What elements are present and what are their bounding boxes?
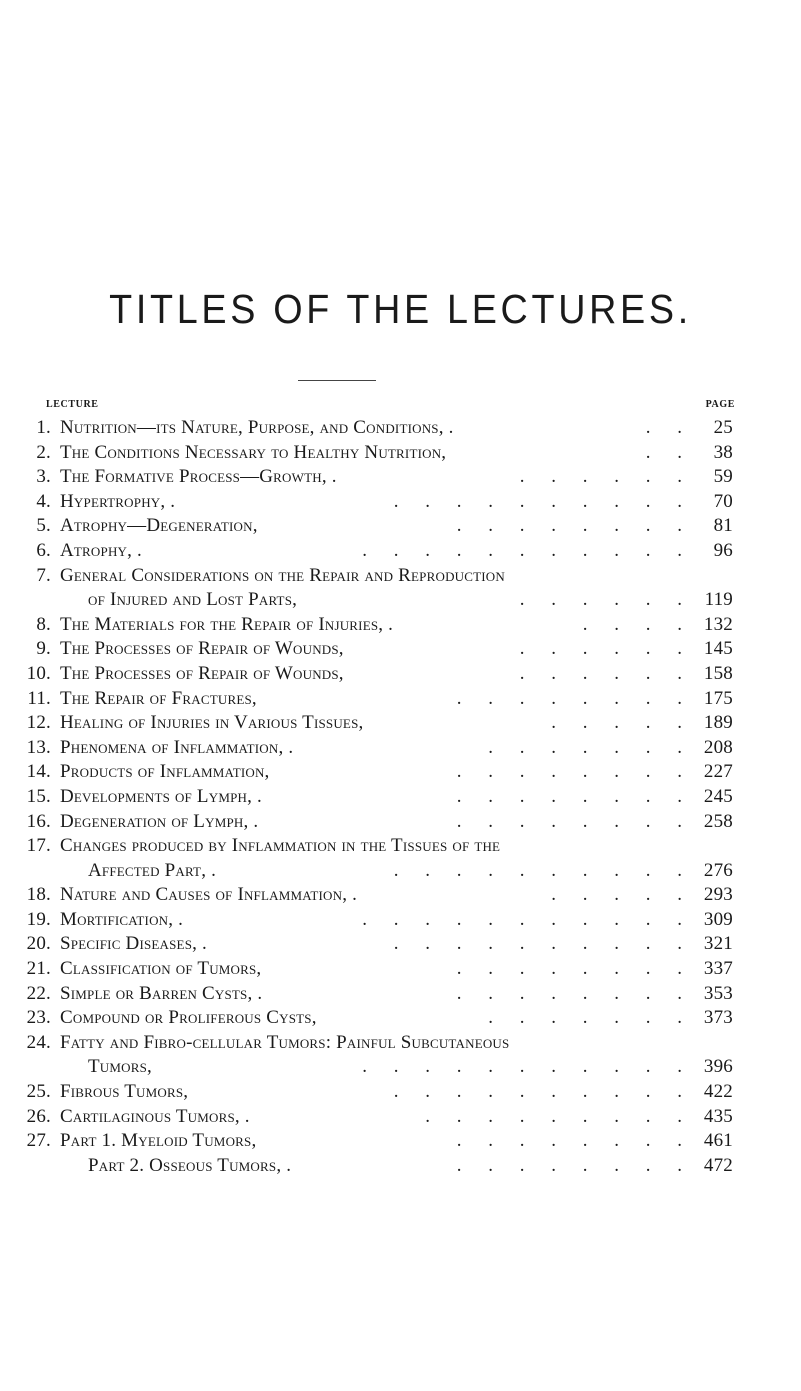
page-number: 293 — [703, 884, 733, 906]
lecture-number: 1. — [36, 417, 51, 438]
lecture-number: 27. — [26, 1130, 51, 1152]
lecture-title: Changes produced by Inflammation in the Tissues of the — [60, 835, 501, 857]
lecture-title: Atrophy—Degeneration, — [60, 515, 258, 537]
page-number: 337 — [703, 958, 733, 980]
lecture-title: Part 2. Osseous Tumors, . — [88, 1154, 292, 1176]
page-number: 189 — [703, 712, 733, 734]
lecture-column-heading: LECTURE — [46, 399, 99, 410]
lecture-number: 11. — [27, 687, 51, 709]
toc-entry — [0, 736, 801, 761]
dot-leader: . . . . . . . . . . — [393, 859, 693, 881]
page-number: 132 — [703, 613, 733, 635]
lecture-title: Mortification, . — [60, 908, 184, 930]
page-number: 396 — [703, 1056, 733, 1078]
toc-entry — [0, 465, 801, 490]
toc-entry — [0, 1031, 801, 1056]
lecture-title: Tumors, — [88, 1056, 152, 1078]
toc-entry — [0, 982, 801, 1007]
page-number: 472 — [703, 1154, 733, 1176]
lecture-number: 13. — [26, 736, 51, 758]
page-number: 175 — [703, 687, 733, 709]
toc-entry — [0, 883, 801, 908]
page-title: TITLES OF THE LECTURES. — [109, 286, 692, 332]
toc-entry — [0, 539, 801, 564]
dot-leader: . . . . . . . . — [456, 810, 693, 832]
lecture-title: Nature and Causes of Inflammation, . — [60, 884, 358, 906]
dot-leader: . . . . . . . . — [456, 1130, 693, 1152]
lecture-title: Hypertrophy, . — [60, 490, 176, 512]
toc-entry — [0, 810, 801, 835]
lecture-number: 6. — [36, 539, 51, 561]
toc-entry — [0, 441, 801, 466]
lecture-title: Compound or Proliferous Cysts, — [60, 1007, 317, 1029]
lecture-title: Classification of Tumors, — [60, 958, 262, 980]
page-number: 158 — [703, 662, 733, 684]
page-number: 227 — [703, 761, 733, 783]
lecture-title: The Processes of Repair of Wounds, — [60, 638, 344, 660]
toc-entry — [0, 490, 801, 515]
lecture-number: 26. — [26, 1105, 51, 1127]
lecture-title: Fibrous Tumors, — [60, 1081, 189, 1103]
toc-entry — [0, 416, 801, 441]
dot-leader: . . . . . . . — [488, 1007, 693, 1029]
lecture-title: The Formative Process—Growth, . — [60, 466, 337, 488]
lecture-number: 22. — [26, 982, 51, 1004]
lecture-title: The Materials for the Repair of Injuries, . — [60, 613, 394, 635]
lecture-number: 23. — [26, 1007, 51, 1029]
dot-leader: . . . . . . . . . . . — [362, 908, 693, 930]
toc-entry — [0, 785, 801, 810]
lecture-title: Cartilaginous Tumors, . — [60, 1105, 250, 1127]
lecture-title: The Conditions Necessary to Healthy Nutrition, — [60, 441, 447, 463]
dot-leader: . . . . . — [551, 712, 693, 734]
dot-leader: . . . . . . . . — [456, 515, 693, 537]
page-number: 38 — [713, 441, 733, 463]
page-number: 81 — [713, 515, 733, 537]
dot-leader: . . . . . — [551, 884, 693, 906]
lecture-title: Part 1. Myeloid Tumors, — [60, 1130, 257, 1152]
dot-leader: . . . . . . — [519, 589, 693, 611]
lecture-title: Nutrition—its Nature, Purpose, and Conditions, . — [60, 417, 454, 438]
dot-leader: . . . . . . . . . . . — [362, 539, 693, 561]
page-number: 145 — [703, 638, 733, 660]
lecture-number: 21. — [26, 958, 51, 980]
page-number: 25 — [713, 417, 733, 438]
toc-entry — [0, 1154, 801, 1179]
page-number: 119 — [704, 589, 733, 611]
toc-entry — [0, 760, 801, 785]
lecture-title: Developments of Lymph, . — [60, 785, 262, 807]
toc-entry — [0, 1129, 801, 1154]
lecture-title: General Considerations on the Repair and Reproduction — [60, 564, 505, 586]
page-number: 59 — [713, 466, 733, 488]
dot-leader: . . . . . . . . . . — [393, 490, 693, 512]
page-number: 373 — [703, 1007, 733, 1029]
lecture-title: Healing of Injuries in Various Tissues, — [60, 712, 364, 734]
toc-entry — [0, 957, 801, 982]
lecture-title: Fatty and Fibro-cellular Tumors: Painful Subcutaneous — [60, 1031, 510, 1053]
lecture-title: Atrophy, . — [60, 539, 142, 561]
lecture-title: The Repair of Fractures, — [60, 687, 257, 709]
lecture-number: 7. — [36, 564, 51, 586]
page-number: 321 — [703, 933, 733, 955]
lecture-title: Specific Diseases, . — [60, 933, 207, 955]
title-rule — [298, 380, 376, 381]
lecture-title: Simple or Barren Cysts, . — [60, 982, 263, 1004]
dot-leader: . . — [645, 441, 693, 463]
page-number: 96 — [713, 539, 733, 561]
lecture-number: 9. — [36, 638, 51, 660]
toc-entry — [0, 859, 801, 884]
dot-leader: . . . . . . — [519, 662, 693, 684]
dot-leader: . . . . . . . . . . . — [362, 1056, 693, 1078]
dot-leader: . . . . . . — [519, 638, 693, 660]
lecture-title: of Injured and Lost Parts, — [88, 589, 298, 611]
dot-leader: . . . . . . . . — [456, 958, 693, 980]
lecture-number: 19. — [26, 908, 51, 930]
toc-entry — [0, 1080, 801, 1105]
dot-leader: . . . . . . . — [488, 736, 693, 758]
lecture-number: 8. — [36, 613, 51, 635]
dot-leader: . . . . . . . . — [456, 982, 693, 1004]
toc-entry — [0, 662, 801, 687]
dot-leader: . . . . . . — [519, 466, 693, 488]
page-number: 245 — [703, 785, 733, 807]
toc-entry — [0, 588, 801, 613]
page-number: 422 — [703, 1081, 733, 1103]
page-number: 276 — [703, 859, 733, 881]
lecture-number: 25. — [26, 1081, 51, 1103]
lecture-title: Affected Part, . — [88, 859, 217, 881]
toc-entry — [0, 1105, 801, 1130]
dot-leader: . . . . . . . . . . — [393, 933, 693, 955]
lecture-number: 24. — [26, 1031, 51, 1053]
toc-entry — [0, 932, 801, 957]
page-number: 353 — [703, 982, 733, 1004]
toc-entry — [0, 1055, 801, 1080]
lecture-title: Degeneration of Lymph, . — [60, 810, 259, 832]
toc-entry — [0, 834, 801, 859]
toc-entry — [0, 637, 801, 662]
toc-entry — [0, 908, 801, 933]
lecture-number: 16. — [26, 810, 51, 832]
page-column-heading: PAGE — [705, 399, 735, 410]
lecture-number: 12. — [26, 712, 51, 734]
toc-entry — [0, 1006, 801, 1031]
lecture-number: 5. — [36, 515, 51, 537]
page-number: 461 — [703, 1130, 733, 1152]
lecture-number: 2. — [36, 441, 51, 463]
toc-entry — [0, 564, 801, 589]
page-number: 309 — [703, 908, 733, 930]
page-number: 70 — [713, 490, 733, 512]
lecture-title: Phenomena of Inflammation, . — [60, 736, 294, 758]
dot-leader: . . — [645, 417, 693, 438]
lecture-number: 17. — [26, 835, 51, 857]
lecture-number: 18. — [26, 884, 51, 906]
page-number: 208 — [703, 736, 733, 758]
page-number: 435 — [703, 1105, 733, 1127]
dot-leader: . . . . . . . . — [456, 761, 693, 783]
dot-leader: . . . . . . . . — [456, 687, 693, 709]
lecture-number: 14. — [26, 761, 51, 783]
lecture-number: 20. — [26, 933, 51, 955]
lecture-number: 15. — [26, 785, 51, 807]
dot-leader: . . . . . . . . — [456, 1154, 693, 1176]
dot-leader: . . . . . . . . . — [425, 1105, 693, 1127]
toc-entry — [0, 711, 801, 736]
lecture-number: 4. — [36, 490, 51, 512]
toc-entry — [0, 514, 801, 539]
dot-leader: . . . . — [582, 613, 693, 635]
lecture-title: The Processes of Repair of Wounds, — [60, 662, 344, 684]
lecture-number: 3. — [36, 466, 51, 488]
dot-leader: . . . . . . . . — [456, 785, 693, 807]
page-number: 258 — [703, 810, 733, 832]
toc-entry — [0, 613, 801, 638]
dot-leader: . . . . . . . . . . — [393, 1081, 693, 1103]
lecture-number: 10. — [26, 662, 51, 684]
table-of-contents — [0, 416, 801, 1178]
toc-entry — [0, 687, 801, 712]
lecture-title: Products of Inflammation, — [60, 761, 270, 783]
